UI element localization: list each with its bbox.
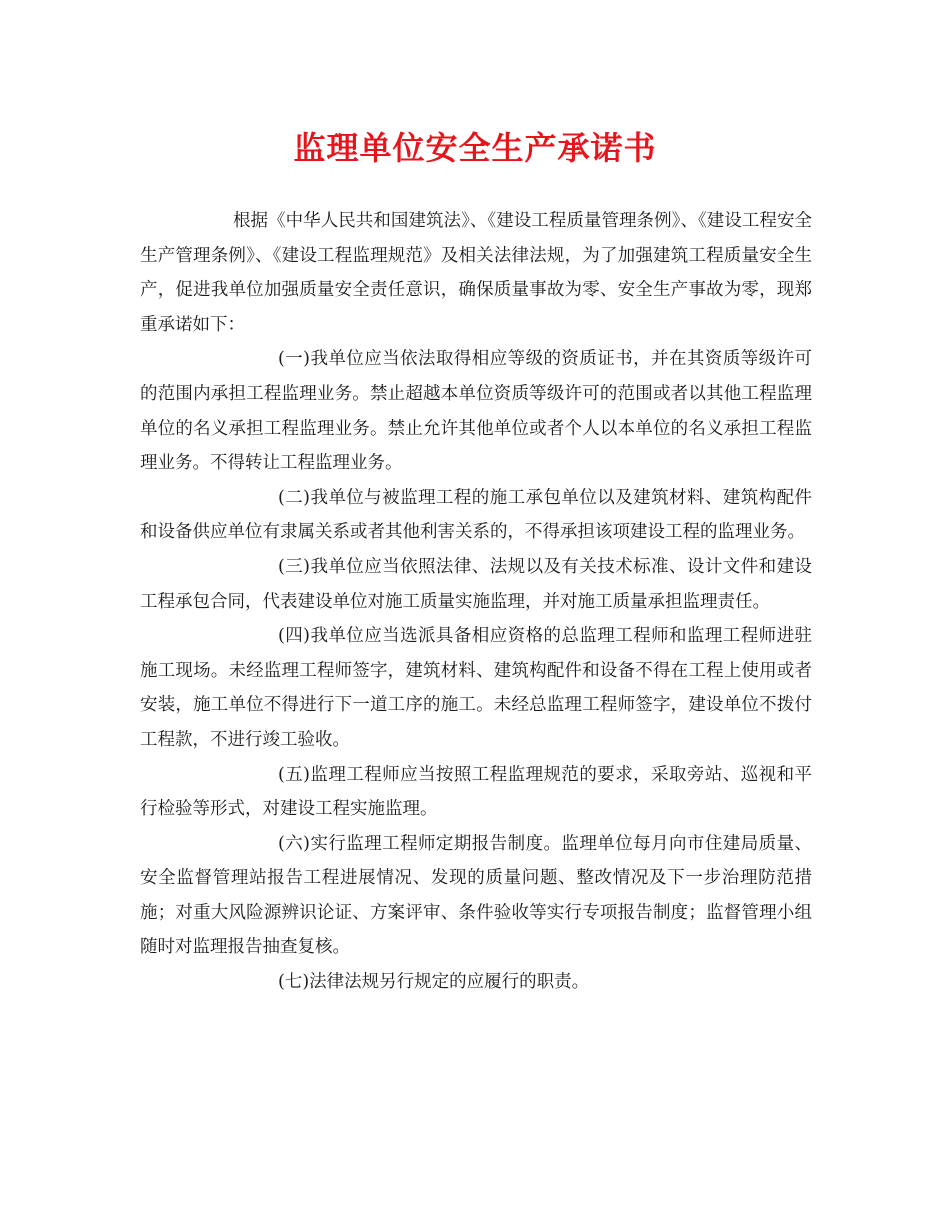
commitment-item-1: (一)我单位应当依法取得相应等级的资质证书，并在其资质等级许可的范围内承担工程监理业务。禁止超越本单位资质等级许可的范围或者以其他工程监理单位的名义承担工程监理业务。禁止允许其他单位或者个人以本单位的名义承担工程监理业务。不得转让工程监理业务。 [140, 349, 812, 474]
commitment-item-2: (二)我单位与被监理工程的施工承包单位以及建筑材料、建筑构配件和设备供应单位有隶属关系或者其他利害关系的，不得承担该项建设工程的监理业务。 [140, 487, 812, 543]
commitment-item-5: (五)监理工程师应当按照工程监理规范的要求，采取旁站、巡视和平行检验等形式，对建设工程实施监理。 [140, 764, 812, 820]
commitment-item-3: (三)我单位应当依照法律、法规以及有关技术标准、设计文件和建设工程承包合同，代表建设单位对施工质量实施监理，并对施工质量承担监理责任。 [140, 556, 812, 612]
commitment-item-7: (七)法律法规另行规定的应履行的职责。 [278, 972, 590, 993]
commitment-item-6: (六)实行监理工程师定期报告制度。监理单位每月向市住建局质量、安全监督管理站报告工程进展情况、发现的质量问题、整改情况及下一步治理防范措施；对重大风险源辨识论证、方案评审、条件验收等实行专项报告制度；监督管理小组随时对监理报告抽查复核。 [140, 833, 812, 958]
commitment-item-4: (四)我单位应当选派具备相应资格的总监理工程师和监理工程师进驻施工现场。未经监理工程师签字，建筑材料、建筑构配件和设备不得在工程上使用或者安装，施工单位不得进行下一道工序的施工。未经总监理工程师签字，建设单位不拨付工程款，不进行竣工验收。 [140, 626, 812, 750]
intro-paragraph: 根据《中华人民共和国建筑法》、《建设工程质量管理条例》、《建设工程安全生产管理条例》、《建设工程监理规范》及相关法律法规，为了加强建筑工程质量安全生产，促进我单位加强质量安全责任意识，确保质量事故为零、安全生产事故为零，现郑重承诺如下： [140, 211, 812, 335]
document-title: 监理单位安全生产承诺书 [293, 129, 657, 167]
document-body [140, 204, 812, 1000]
